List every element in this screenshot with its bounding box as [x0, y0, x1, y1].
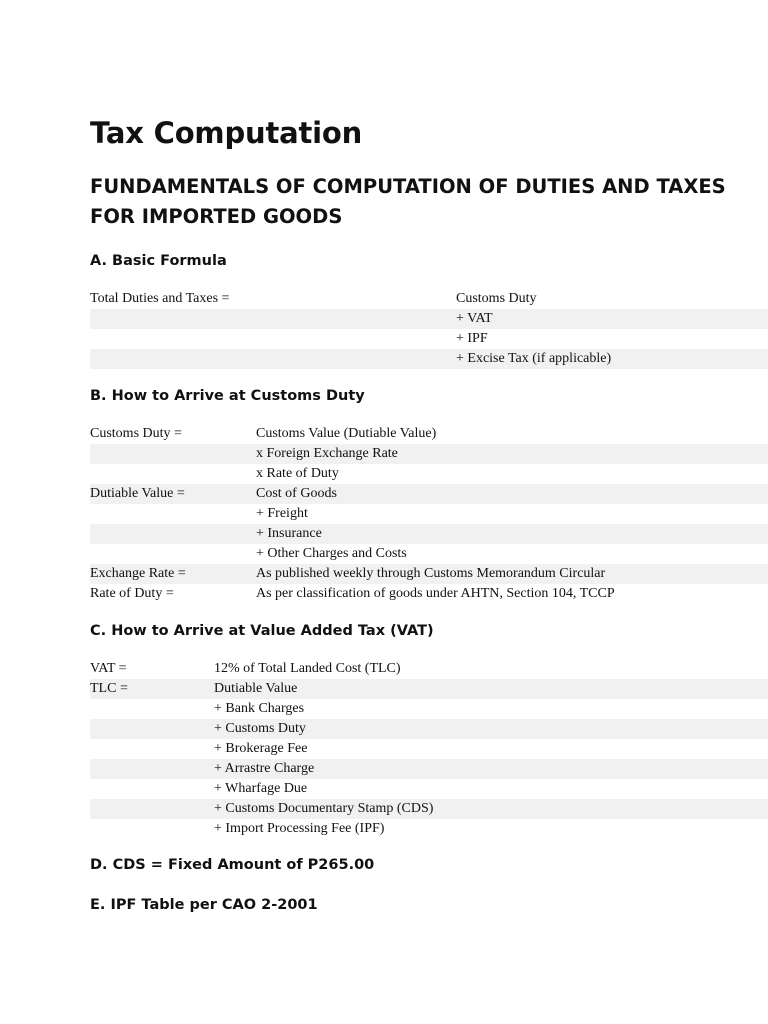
row-label: TLC = [90, 681, 128, 696]
table-row [90, 289, 768, 309]
table-row [90, 504, 768, 524]
row-value: x Foreign Exchange Rate [256, 446, 398, 461]
row-label: Exchange Rate = [90, 566, 186, 581]
table-row [90, 719, 768, 739]
row-value: + Other Charges and Costs [256, 546, 407, 561]
row-value: Customs Duty [456, 291, 537, 306]
table-row [90, 564, 768, 584]
table-row [90, 779, 768, 799]
table-row [90, 309, 768, 329]
page-subtitle: FUNDAMENTALS OF COMPUTATION OF DUTIES AND TAXES FOR IMPORTED GOODS [90, 175, 726, 228]
table-row [90, 759, 768, 779]
row-label: VAT = [90, 661, 127, 676]
row-value: + Wharfage Due [214, 781, 308, 796]
row-value: + Customs Duty [214, 721, 306, 736]
table-row [90, 424, 768, 444]
section-heading-d: D. CDS = Fixed Amount of P265.00 [90, 857, 375, 873]
row-value: + Arrastre Charge [214, 761, 315, 776]
section-a-table [90, 289, 768, 369]
row-value: + IPF [456, 331, 488, 346]
table-row [90, 444, 768, 464]
section-heading-b: B. How to Arrive at Customs Duty [90, 388, 365, 404]
table-row [90, 799, 768, 819]
section-heading-c: C. How to Arrive at Value Added Tax (VAT) [90, 623, 434, 639]
table-row [90, 819, 768, 839]
table-row [90, 329, 768, 349]
row-label: Dutiable Value = [90, 486, 185, 501]
table-row [90, 699, 768, 719]
row-value: Cost of Goods [256, 486, 337, 501]
table-row [90, 659, 768, 679]
row-value: + VAT [456, 311, 493, 326]
table-row [90, 584, 768, 604]
row-label: Total Duties and Taxes = [90, 291, 230, 306]
row-value: + Import Processing Fee (IPF) [214, 821, 385, 836]
table-row [90, 349, 768, 369]
row-value: x Rate of Duty [256, 466, 339, 481]
row-value: Dutiable Value [214, 681, 298, 696]
row-label: Customs Duty = [90, 426, 182, 441]
page-title: Tax Computation [90, 116, 363, 150]
table-row [90, 484, 768, 504]
section-b-table [90, 424, 768, 604]
table-row [90, 544, 768, 564]
section-heading-e: E. IPF Table per CAO 2-2001 [90, 897, 318, 913]
section-c-table [90, 659, 768, 839]
row-value: As per classification of goods under AHTN, Section 104, TCCP [256, 586, 615, 601]
row-value: + Customs Documentary Stamp (CDS) [214, 801, 434, 816]
table-row [90, 739, 768, 759]
table-row [90, 524, 768, 544]
row-value: 12% of Total Landed Cost (TLC) [214, 661, 401, 676]
row-value: + Excise Tax (if applicable) [456, 351, 612, 366]
row-value: + Bank Charges [214, 701, 305, 716]
table-row [90, 464, 768, 484]
section-heading-a: A. Basic Formula [90, 253, 227, 269]
row-value: As published weekly through Customs Memorandum Circular [256, 566, 606, 581]
row-value: + Brokerage Fee [214, 741, 308, 756]
row-value: Customs Value (Dutiable Value) [256, 426, 437, 441]
row-value: + Freight [256, 506, 308, 521]
row-value: + Insurance [256, 526, 322, 541]
row-label: Rate of Duty = [90, 586, 174, 601]
table-row [90, 679, 768, 699]
